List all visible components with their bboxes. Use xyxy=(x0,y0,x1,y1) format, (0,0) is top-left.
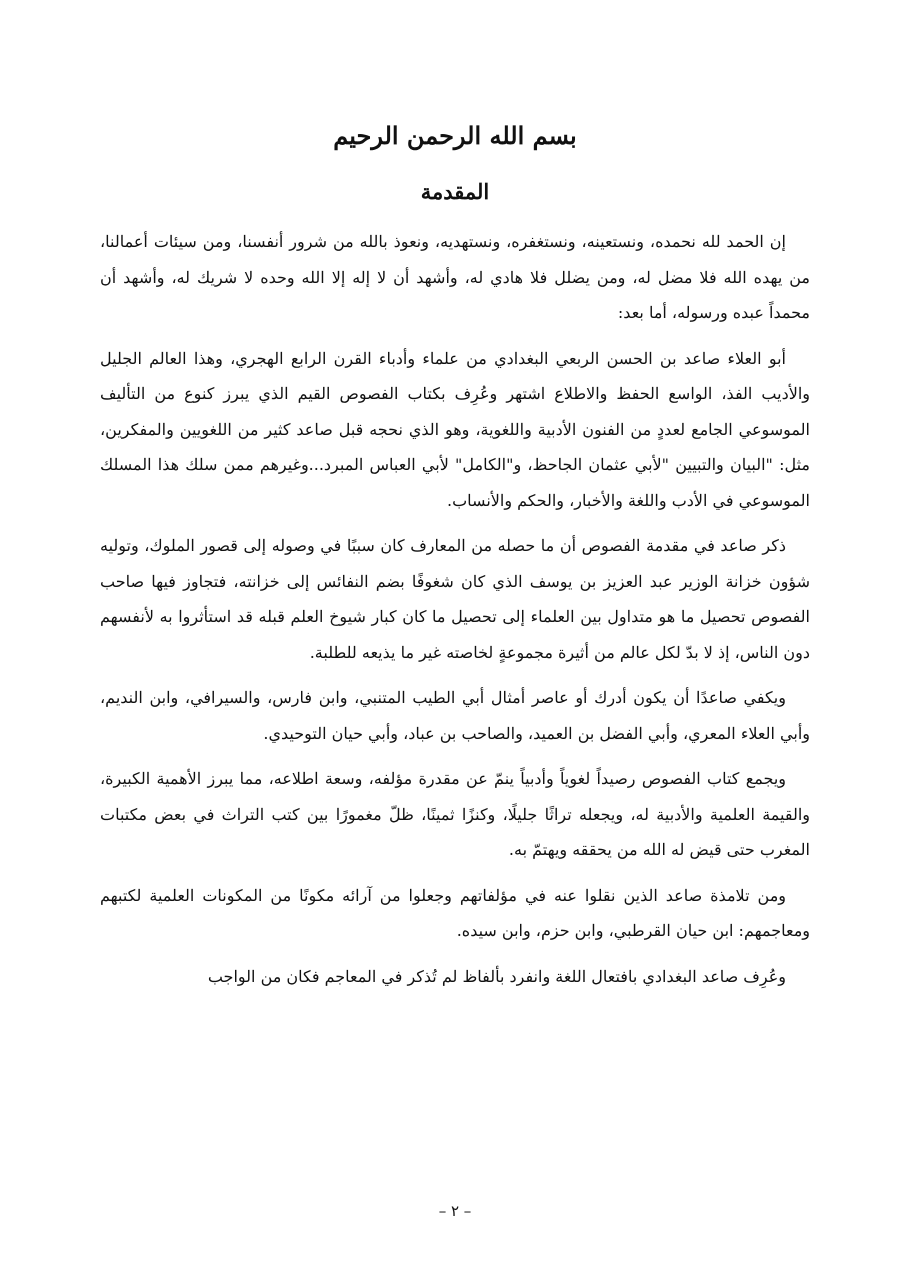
paragraph-contemporaries: ويكفي صاعدًا أن يكون أدرك أو عاصر أمثال أبي الطيب المتنبي، وابن فارس، والسيرافي، وابن النديم، وأبي العلاء المعري، وأبي الفضل بن العميد، والصاحب بن عباد، وأبي حيان التوحيدي. xyxy=(100,688,810,743)
basmala-title: بسم الله الرحمن الرحيم xyxy=(333,121,577,150)
paragraph-students: ومن تلامذة صاعد الذين نقلوا عنه في مؤلفاتهم وجعلوا من آرائه مكونًا من المكونات العلمية لكتبهم ومعاجمهم: ابن حيان القرطبي، وابن حزم، وابن سيده. xyxy=(100,885,810,940)
paragraph-opening-praise: إن الحمد لله نحمده، ونستعينه، ونستغفره، ونستهديه، ونعوذ بالله من شرور أنفسنا، ومن سيئات أعمالنا، من يهده الله فلا مضل له، ومن يضلل فلا هادي له، وأشهد أن لا إله إلا الله وحده لا شريك له، وأشهد أن محمداً عبده ورسوله، أما بعد: xyxy=(100,232,810,322)
paragraph-library-service: ذكر صاعد في مقدمة الفصوص أن ما حصله من المعارف كان سببًا في وصوله إلى قصور الملوك، وتوليه شؤون خزانة الوزير عبد العزيز بن يوسف الذي كان شغوفًا بضم النفائس إلى خزانته، فتجاوز فيها صاحب الفصوص تحصيل ما هو متداول بين العلماء إلى تحصيل ما كان كبار شيوخ العلم قبله قد استأثروا به لأنفسهم دون الناس، إذ لا بدّ لكل عالم من أثيرة مجموعةٍ لخاصته غير ما يذيعه للطلبة. xyxy=(100,536,810,662)
document-page xyxy=(100,0,810,1287)
paragraph-book-value: ويجمع كتاب الفصوص رصيداً لغوياً وأدبياً ينمّ عن مقدرة مؤلفه، وسعة اطلاعه، مما يبرز الأهمية الكبيرة، والقيمة العلمية والأدبية له، ويجعله تراثًا جليلًا، وكنزًا ثمينًا، ظلّ مغمورًا بين كتب التراث في بعض مكتبات المغرب حتى قيض له الله من يحققه ويهتمّ به. xyxy=(100,769,810,859)
section-heading: المقدمة xyxy=(420,179,490,204)
body-text xyxy=(100,224,810,1004)
paragraph-author-intro: أبو العلاء صاعد بن الحسن الربعي البغدادي من علماء وأدباء القرن الرابع الهجري، وهذا العالم الجليل والأديب الفذ، الواسع الحفظ والاطلاع اشتهر وعُرِف بكتاب الفصوص القيم الذي يبرز كنوع من التأليف الموسوعي الجامع لعددٍ من الفنون الأدبية واللغوية، وهو الذي نحجه قبل صاعد كثير من اللغويين والمفكرين، مثل: "البيان والتبيين "لأبي عثمان الجاحظ، و"الكامل" لأبي العباس المبرد...وغيرهم ممن سلك هذا المسلك الموسوعي في الأدب واللغة والأخبار، والحكم والأنساب. xyxy=(100,348,810,510)
page-number: – ٢ – xyxy=(438,1202,472,1220)
paragraph-language-invention: وعُرِف صاعد البغدادي بافتعال اللغة وانفرد بألفاظ لم تُذكر في المعاجم فكان من الواجب xyxy=(207,966,786,986)
